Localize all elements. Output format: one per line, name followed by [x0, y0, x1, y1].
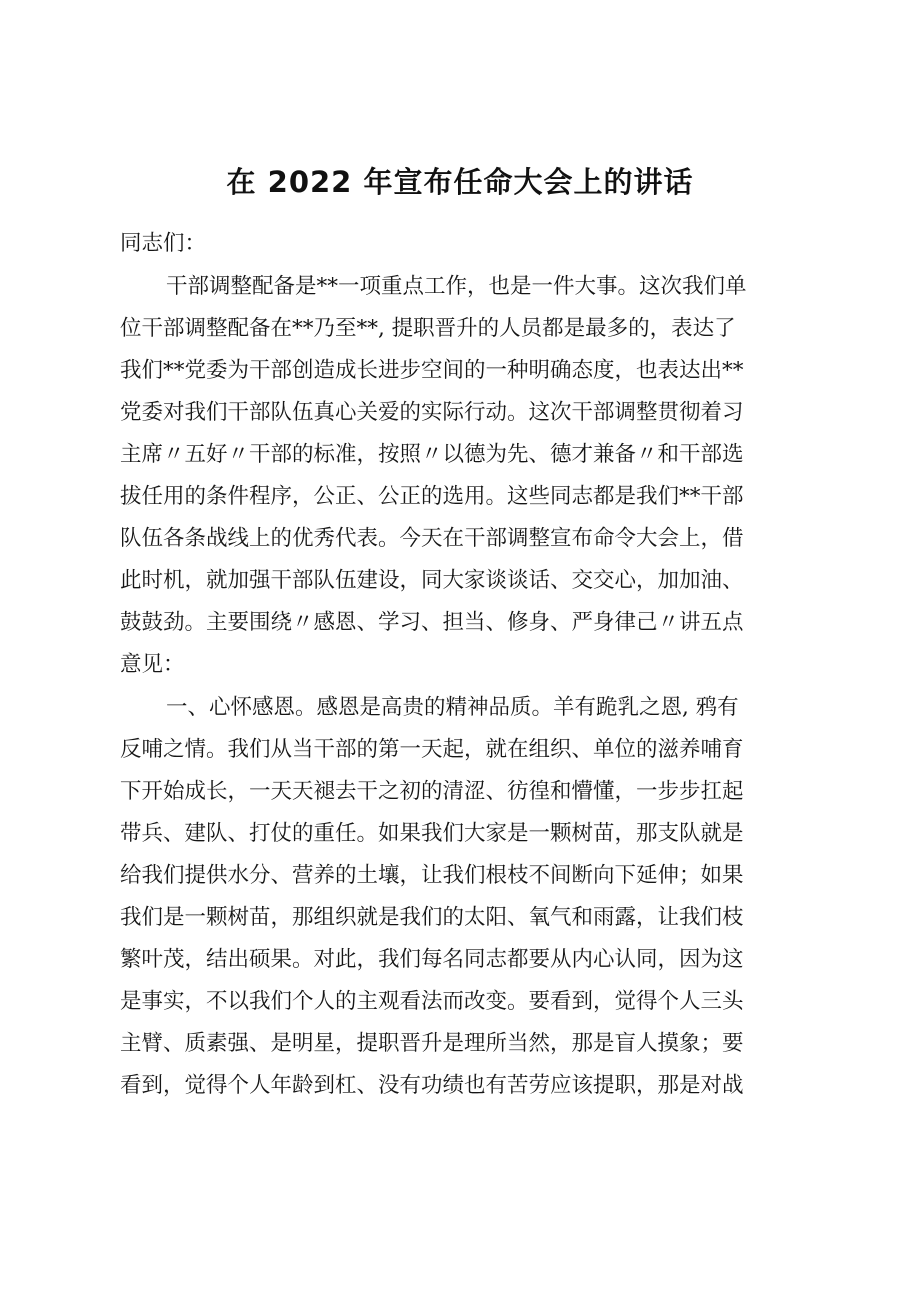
paragraph-line: 下开始成长，一天天褪去干之初的清涩、彷徨和懵懂，一步步扛起: [120, 779, 744, 804]
paragraph-line: 一、心怀感恩。感恩是高贵的精神品质。羊有跪乳之恩, 鸦有: [166, 695, 739, 720]
salutation: 同志们：: [120, 231, 207, 256]
paragraph-line: 我们**党委为干部创造成长进步空间的一种明确态度，也表达出**: [120, 358, 744, 383]
paragraph-line: 拔任用的条件程序，公正、公正的选用。这些同志都是我们**干部: [120, 484, 744, 509]
paragraph-line: 队伍各条战线上的优秀代表。今天在干部调整宣布命令大会上，借: [120, 526, 744, 551]
paragraph-line: 主臂、质素强、是明星，提职晋升是理所当然，那是盲人摸象；要: [120, 1031, 744, 1056]
paragraph-line: 带兵、建队、打仗的重任。如果我们大家是一颗树苗，那支队就是: [120, 821, 744, 846]
paragraph-line: 党委对我们干部队伍真心关爱的实际行动。这次干部调整贯彻着习: [120, 400, 744, 425]
paragraph-line: 此时机，就加强干部队伍建设，同大家谈谈话、交交心，加加油、: [120, 568, 744, 593]
paragraph-line: 干部调整配备是**一项重点工作，也是一件大事。这次我们单: [166, 274, 747, 299]
paragraph-line: 意见：: [120, 652, 185, 677]
paragraph-line: 给我们提供水分、营养的土壤，让我们根枝不间断向下延伸；如果: [120, 863, 744, 888]
paragraph-line: 主席〃五好〃干部的标准，按照〃以德为先、德才兼备〃和干部选: [120, 442, 744, 467]
paragraph-line: 我们是一颗树苗，那组织就是我们的太阳、氧气和雨露，让我们枝: [120, 905, 744, 930]
paragraph-line: 位干部调整配备在**乃至**, 提职晋升的人员都是最多的，表达了: [120, 316, 736, 341]
document-title: 在 2022 年宣布任命大会上的讲话: [226, 165, 694, 199]
paragraph-line: 看到，觉得个人年龄到杠、没有功绩也有苦劳应该提职，那是对战: [120, 1073, 744, 1098]
paragraph-line: 反哺之情。我们从当干部的第一天起，就在组织、单位的滋养哺育: [120, 737, 744, 762]
paragraph-line: 是事实，不以我们个人的主观看法而改变。要看到，觉得个人三头: [120, 989, 744, 1014]
paragraph-line: 鼓鼓劲。主要围绕〃感恩、学习、担当、修身、严身律己〃讲五点: [120, 610, 744, 635]
paragraph-line: 繁叶茂，结出硕果。对此，我们每名同志都要从内心认同，因为这: [120, 947, 744, 972]
